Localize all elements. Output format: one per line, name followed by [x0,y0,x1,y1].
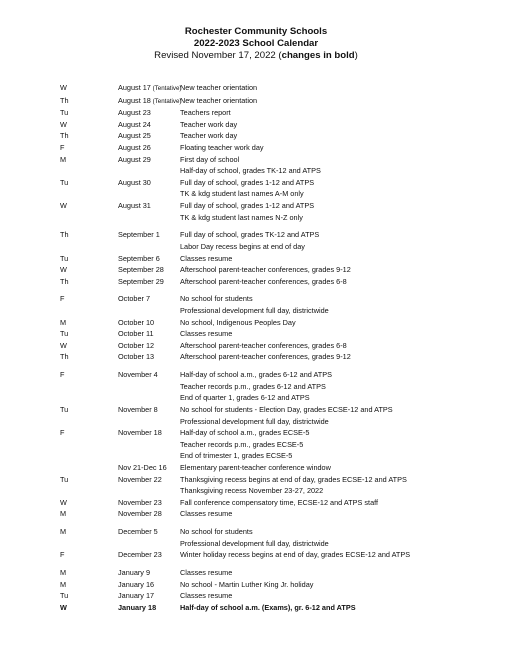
event-cell: Thanksgiving recess November 23-27, 2022 [180,486,324,496]
weekday-cell: W [60,265,67,275]
weekday-cell [60,538,118,550]
date-text: October 12 [118,340,155,350]
weekday-cell: M [60,527,67,537]
calendar-row [60,538,500,550]
weekday-cell: W [60,340,67,350]
date-text: October 13 [118,352,155,362]
calendar-table [60,82,500,613]
calendar-title: 2022-2023 School Calendar [193,38,319,49]
weekday-cell [60,305,118,317]
date-text: Nov 21-Dec 16 [118,462,167,472]
calendar-row [60,130,500,142]
date-text: November 18 [118,428,162,438]
calendar-row [60,392,500,404]
weekday-cell: F [60,142,65,152]
weekday-cell: Th [60,230,69,240]
date-cell [118,130,180,142]
date-text: October 7 [118,294,151,304]
date-cell [118,485,180,497]
event-cell: Professional development full day, districtwide [180,306,329,316]
date-cell [118,177,180,189]
date-cell [118,427,180,439]
calendar-row [60,82,500,95]
weekday-cell: Th [60,95,69,105]
calendar-row [60,381,500,393]
event-cell: New teacher orientation [180,83,258,92]
date-cell [118,229,180,241]
tentative-note: (Tentative) [150,97,182,105]
event-cell: Classes resume [180,591,233,601]
date-cell [118,264,180,276]
date-cell [118,107,180,119]
event-cell: Floating teacher work day [180,142,264,152]
date-cell [118,538,180,550]
weekday-cell: Tu [60,177,69,187]
date-cell [118,508,180,520]
date-cell [118,241,180,253]
event-cell: No school for students [180,527,253,537]
event-cell: Classes resume [180,509,233,519]
weekday-cell: M [60,509,67,519]
weekday-cell: Th [60,131,69,141]
date-text: December 5 [118,527,158,537]
calendar-row [60,602,500,614]
date-text: August 18 [118,95,151,105]
date-text: November 22 [118,474,162,484]
date-text: November 23 [118,497,162,507]
calendar-row [60,276,500,288]
date-text: January 18 [118,602,157,612]
date-cell [118,369,180,381]
calendar-row [60,549,500,561]
event-cell: New teacher orientation [180,95,258,105]
weekday-cell: M [60,568,67,578]
weekday-cell: W [60,83,67,92]
event-cell: No school, Indigenous Peoples Day [180,317,296,327]
date-cell [118,212,180,224]
weekday-cell: Tu [60,591,69,601]
weekday-cell: Tu [60,108,69,118]
calendar-row [60,188,500,200]
date-text: August 30 [118,177,151,187]
date-cell [118,165,180,177]
event-cell: Teacher records p.m., grades 6-12 and ATPS [180,381,326,391]
event-cell: Professional development full day, districtwide [180,538,329,548]
calendar-row [60,340,500,352]
date-cell [118,439,180,451]
weekday-cell [60,165,118,177]
calendar-row [60,351,500,363]
date-cell [118,188,180,200]
calendar-row [60,154,500,166]
event-cell: Teacher records p.m., grades ECSE-5 [180,439,304,449]
event-cell: First day of school [180,154,240,164]
date-text: August 26 [118,142,151,152]
date-cell [118,392,180,404]
date-text: August 25 [118,131,151,141]
weekday-cell: F [60,370,65,380]
weekday-cell [60,439,118,451]
date-cell [118,305,180,317]
date-cell [118,590,180,602]
calendar-row [60,107,500,119]
event-cell: Afterschool parent-teacher conferences, grades 6-8 [180,276,347,286]
date-cell [118,602,180,614]
tentative-note: (Tentative) [150,85,182,92]
date-cell [118,381,180,393]
date-cell [118,82,180,95]
date-text: October 10 [118,317,155,327]
event-cell: Afterschool parent-teacher conferences, grades 9-12 [180,265,351,275]
date-text: August 31 [118,200,151,210]
calendar-row [60,526,500,538]
event-cell: Half-day of school a.m. (Exams), gr. 6-12 and ATPS [180,602,356,612]
calendar-row [60,119,500,131]
calendar-row [60,212,500,224]
event-cell: Half-day of school a.m., grades ECSE-5 [180,428,310,438]
date-cell [118,579,180,591]
revision-date: Revised November 17, 2022 ( [154,50,282,61]
weekday-cell: M [60,317,67,327]
date-text: October 11 [118,329,154,339]
weekday-cell: Tu [60,329,69,339]
calendar-row [60,579,500,591]
date-text: August 23 [118,108,151,118]
weekday-cell [60,381,118,393]
revision-note [0,50,512,62]
calendar-row [60,427,500,439]
event-cell: Classes resume [180,253,233,263]
weekday-cell: F [60,428,65,438]
event-cell: Classes resume [180,568,233,578]
calendar-row [60,229,500,241]
weekday-cell: W [60,119,67,129]
calendar-row [60,200,500,212]
calendar-row [60,369,500,381]
date-text: November 8 [118,405,158,414]
organization-name: Rochester Community Schools [184,26,328,37]
calendar-header [0,26,512,62]
weekday-cell: Th [60,352,69,362]
date-cell [118,154,180,166]
calendar-row [60,567,500,579]
event-cell: Fall conference compensatory time, ECSE-12 and ATPS staff [180,497,379,507]
date-text: September 1 [118,230,160,240]
date-cell [118,276,180,288]
calendar-row [60,142,500,154]
calendar-row [60,474,500,486]
date-cell [118,293,180,305]
event-cell: Professional development full day, districtwide [180,416,329,426]
date-cell [118,497,180,509]
weekday-cell: M [60,154,67,164]
date-text: September 6 [118,253,160,263]
event-cell: Labor Day recess begins at end of day [180,241,305,251]
weekday-cell: F [60,294,65,304]
date-cell [118,567,180,579]
weekday-cell [60,188,118,200]
revision-suffix: ) [354,50,358,61]
date-text: September 29 [118,276,164,286]
weekday-cell [60,485,118,497]
calendar-row [60,165,500,177]
date-text: January 17 [118,591,155,601]
date-cell [118,119,180,131]
date-cell [118,142,180,154]
calendar-row [60,328,500,340]
calendar-row [60,508,500,520]
event-cell: TK & kdg student last names N-Z only [180,212,303,222]
event-cell: Teachers report [180,108,231,118]
event-cell: No school for students [180,294,253,304]
calendar-row [60,253,500,265]
event-cell: Afterschool parent-teacher conferences, grades 9-12 [180,352,351,362]
changes-in-bold-label: changes in bold [281,50,355,61]
date-cell [118,416,180,428]
event-cell: Winter holiday recess begins at end of day, grades ECSE-12 and ATPS [180,550,411,560]
calendar-row [60,439,500,451]
calendar-row [60,95,500,108]
event-cell: Half-day of school a.m., grades 6-12 and ATPS [180,370,332,380]
calendar-row [60,177,500,189]
date-text: January 16 [118,579,155,589]
event-cell: Teacher work day [180,131,238,141]
date-cell [118,462,180,474]
calendar-row [60,404,500,416]
event-cell: Full day of school, grades 1-12 and ATPS [180,177,315,187]
calendar-row [60,305,500,317]
date-cell [118,526,180,538]
event-cell: No school - Martin Luther King Jr. holiday [180,579,314,589]
event-cell: Elementary parent-teacher conference window [180,462,331,472]
calendar-row [60,416,500,428]
calendar-row [60,485,500,497]
calendar-row [60,264,500,276]
weekday-cell: Tu [60,253,69,263]
event-cell: Half-day of school, grades TK-12 and ATPS [180,166,321,176]
event-cell: Full day of school, grades TK-12 and ATPS [180,230,320,240]
event-cell: End of trimester 1, grades ECSE-5 [180,451,293,461]
weekday-cell: M [60,579,67,589]
weekday-cell: Tu [60,405,69,414]
event-cell: TK & kdg student last names A-M only [180,189,304,199]
weekday-cell: Tu [60,474,69,484]
date-text: December 23 [118,550,162,560]
event-cell: End of quarter 1, grades 6-12 and ATPS [180,393,310,403]
event-cell: Afterschool parent-teacher conferences, grades 6-8 [180,340,347,350]
event-cell: No school for students - Election Day, grades ECSE-12 and ATPS [180,405,393,414]
date-text: January 9 [118,568,151,578]
weekday-cell [60,416,118,428]
date-text: November 28 [118,509,162,519]
date-cell [118,404,180,416]
calendar-row [60,241,500,253]
event-cell: Full day of school, grades 1-12 and ATPS [180,200,315,210]
date-text: August 17 [118,83,151,92]
event-cell: Classes resume [180,329,233,339]
event-cell: Teacher work day [180,119,238,129]
weekday-cell: F [60,550,65,560]
date-text: September 28 [118,265,164,275]
calendar-row [60,462,500,474]
date-cell [118,340,180,352]
date-cell [118,474,180,486]
date-cell [118,253,180,265]
calendar-row [60,317,500,329]
calendar-row [60,293,500,305]
date-cell [118,200,180,212]
weekday-cell [60,450,118,462]
date-cell [118,328,180,340]
date-cell [118,549,180,561]
weekday-cell [60,241,118,253]
calendar-row [60,497,500,509]
calendar-row [60,450,500,462]
date-cell [118,351,180,363]
weekday-cell: W [60,497,67,507]
weekday-cell [60,392,118,404]
event-cell: Thanksgiving recess begins at end of day, grades ECSE-12 and ATPS [180,474,407,484]
date-cell [118,317,180,329]
weekday-cell [60,212,118,224]
weekday-cell: W [60,602,67,612]
weekday-cell: W [60,200,67,210]
date-text: August 24 [118,119,151,129]
date-text: November 4 [118,370,158,380]
date-cell [118,95,180,108]
calendar-row [60,590,500,602]
date-text: August 29 [118,154,151,164]
weekday-cell [60,462,118,474]
weekday-cell: Th [60,276,69,286]
date-cell [118,450,180,462]
